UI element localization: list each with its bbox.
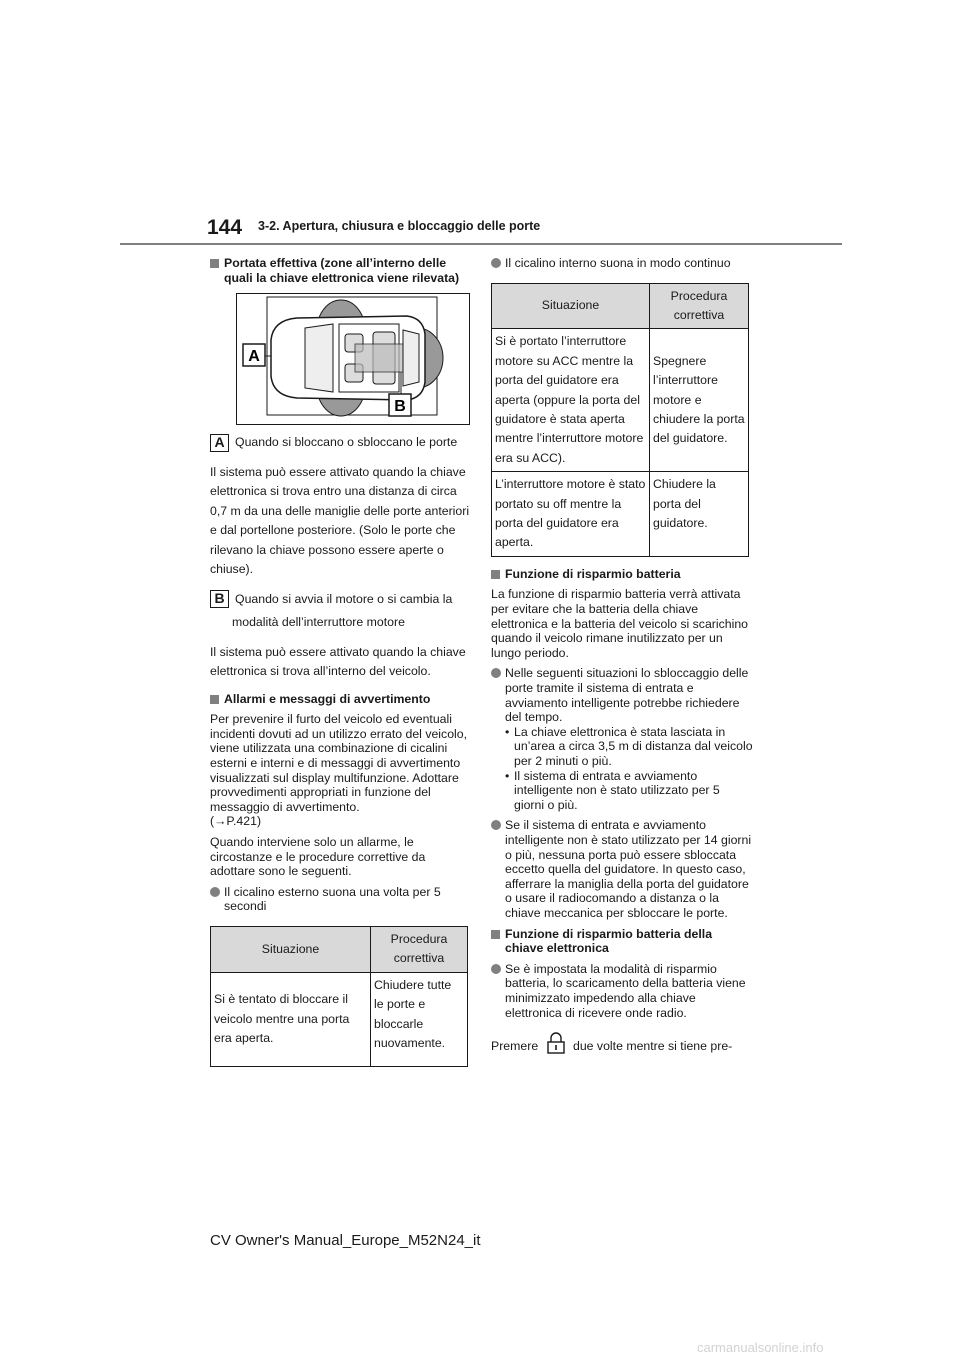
right-column: [491, 256, 753, 1067]
paragraph-interior-range: Il sistema può essere attivato quando la chiave elettronica si trova all’interno del veicolo.: [210, 644, 466, 679]
heading-key-battery-saving: Funzione di risparmio batteria della chiave elettronica: [491, 927, 753, 956]
heading-effective-range: Portata effettiva (zone all’interno delle quali la chiave elettronica viene rilevata): [210, 256, 472, 285]
table2-row1-action: Spegnere l’interruttore motore e chiudere la porta del guidatore.: [650, 329, 749, 472]
paragraph-alarms-ref: (→P.421): [210, 814, 262, 829]
bullet-external-buzzer: Il cicalino esterno suona una volta per 5 secondi: [210, 885, 472, 914]
sub-bullet-not-used: • Il sistema di entrata e avviamento intelligente non è stato utilizzato per 5 giorni o più.: [491, 769, 753, 813]
table2-header-situation: Situazione: [492, 283, 650, 329]
fig-label-b: B: [394, 398, 406, 416]
header-rule: [120, 243, 842, 245]
tag-a-line: [210, 433, 472, 453]
bullet-key-saving-mode: Se è impostata la modalità di risparmio batteria, lo scaricamento della batteria viene minimizzato impedendo alla chiave elettronica di ricevere onde radio.: [491, 962, 753, 1020]
bullet-internal-buzzer: Il cicalino interno suona in modo continuo: [491, 256, 753, 271]
table-internal-buzzer: [491, 283, 749, 557]
interior-zone: [355, 344, 403, 372]
table-external-buzzer: [210, 926, 468, 1067]
table1-header-action: Procedura correttiva: [371, 927, 468, 973]
left-column: [210, 256, 472, 1067]
table1-row1-situation: Si è tentato di bloccare il veicolo mentre una porta era aperta.: [211, 972, 371, 1066]
table1-header-situation: Situazione: [211, 927, 371, 973]
table2-header-action: Procedura correttiva: [650, 283, 749, 329]
paragraph-battery-saving: La funzione di risparmio batteria verrà attivata per evitare che la batteria della chiave elettronica e la batteria del veicolo si scarichino quando il veicolo rimane inutilizzato per un lungo periodo.: [491, 587, 749, 660]
table2-row2-situation: L’interruttore motore è stato portato su off mentre la porta del guidatore era aperta.: [492, 472, 650, 557]
tag-b-text-1: Quando si avvia il motore o si cambia la: [235, 591, 453, 606]
sub-bullet-key-left: • La chiave elettronica è stata lasciata in un’area a circa 3,5 m di distanza dal veicolo per 2 minuti o più.: [491, 725, 753, 769]
heading-alarms: Allarmi e messaggi di avvertimento: [210, 692, 472, 707]
table2-row1-situation: Si è portato l’interruttore motore su ACC mentre la porta del guidatore era aperta (oppure la porta del guidatore è stata aperta mentre l’interruttore motore era su ACC).: [492, 329, 650, 472]
rear-window: [403, 330, 419, 386]
bullet-14-days: Se il sistema di entrata e avviamento intelligente non è stato utilizzato per 14 giorni o più, nessuna porta può essere sbloccata eccetto quella del guidatore. In questo caso, afferrare la maniglia della porta del guidatore o usare il radiocomando a distanza o la chiave meccanica per sbloccare le porte.: [491, 818, 753, 920]
heading-battery-saving: Funzione di risparmio batteria: [491, 567, 753, 582]
tag-b-line: [210, 590, 472, 633]
footer-manual-name: CV Owner's Manual_Europe_M52N24_it: [210, 1232, 481, 1249]
windshield: [305, 324, 333, 392]
paragraph-door-range: Il sistema può essere attivato quando la chiave elettronica si trova entro una distanza di circa 0,7 m da una delle maniglie delle porte anteriori e dal portellone posteriore. (Solo le porte che rilevano la chiave possono essere aperte o chiuse).: [210, 464, 470, 577]
bullet-unlock-delay: Nelle seguenti situazioni lo sbloccaggio delle porte tramite il sistema di entrata e avviamento intelligente potrebbe richiedere del tempo.: [491, 666, 753, 724]
page-number: 144: [207, 216, 243, 239]
tag-b: B: [210, 590, 229, 608]
range-figure: [236, 293, 470, 425]
watermark: carmanualsonline.info: [697, 1340, 824, 1355]
tag-a-text: Quando si bloccano o sbloccano le porte: [235, 435, 458, 450]
paragraph-press-button: [491, 1032, 753, 1061]
press-text-before: Premere: [491, 1038, 539, 1053]
paragraph-alarms: Per prevenire il furto del veicolo ed eventuali incidenti dovuti ad un utilizzo errato del veicolo, viene utilizzata una combinazione di cicalini esterni e interni e di messaggi di avvertimento visualizzati sul display multifunzione. Adottare provvedimenti appropriati in funzione del messaggio di avvertimento.: [210, 712, 468, 814]
car-range-diagram: [237, 294, 469, 424]
press-text-after: due volte mentre si tiene pre-: [573, 1038, 733, 1053]
tag-b-text-2: modalità dell’interruttore motore: [232, 615, 405, 630]
fig-label-a: A: [248, 348, 260, 366]
table2-row2-action: Chiudere la porta del guidatore.: [650, 472, 749, 557]
paragraph-alarm-procedure: Quando interviene solo un allarme, le circostanze e le procedure correttive da adottare sono le seguenti.: [210, 835, 426, 879]
table1-row1-action: Chiudere tutte le porte e bloccarle nuovamente.: [371, 972, 468, 1066]
lock-icon: [546, 1032, 566, 1061]
section-title: 3-2. Apertura, chiusura e bloccaggio delle porte: [258, 219, 541, 233]
tag-a: A: [210, 434, 229, 452]
